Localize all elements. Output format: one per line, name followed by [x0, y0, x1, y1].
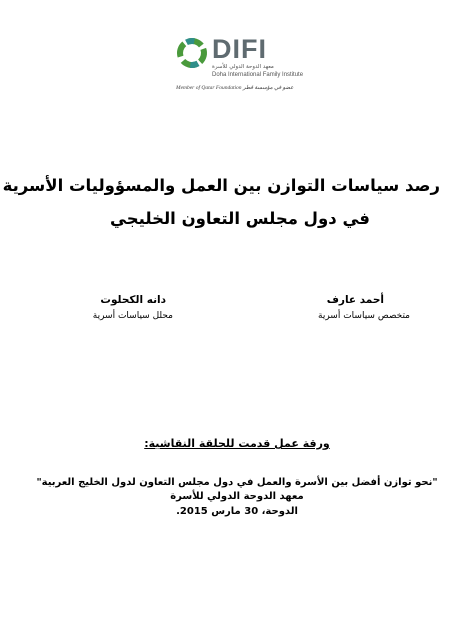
difi-ring-logo-icon	[175, 36, 209, 70]
author-name: دانه الكحلوت	[100, 294, 166, 306]
logo-member-line: Member of Qatar Foundation عضو في مؤسسة قطر	[176, 85, 294, 91]
logo-arabic-name: معهد الدوحة الدولي للأسرة	[212, 64, 274, 70]
institute-name: معهد الدوحة الدولي للأسرة	[170, 491, 304, 502]
place-date: الدوحة، 30 مارس 2015.	[176, 506, 298, 517]
logo-english-name: Doha International Family Institute	[212, 72, 304, 78]
page-title-line-1: رصد سياسات التوازن بين العمل والمسؤوليات الأسرية	[2, 176, 440, 195]
author-role: متخصص سياسات أسرية	[318, 311, 410, 321]
paper-heading: ورقة عمل قدمت للحلقة النقاشية:	[144, 437, 330, 450]
author-role: محلل سياسات أسرية	[92, 311, 173, 321]
page-title-line-2: في دول مجلس التعاون الخليجي	[110, 209, 370, 228]
logo-wordmark: DIFI	[212, 34, 267, 64]
conference-title: "نحو توازن أفضل بين الأسرة والعمل في دول مجلس التعاون لدول الخليج العربية"	[36, 477, 438, 488]
author-name: أحمد عارف	[326, 294, 384, 306]
